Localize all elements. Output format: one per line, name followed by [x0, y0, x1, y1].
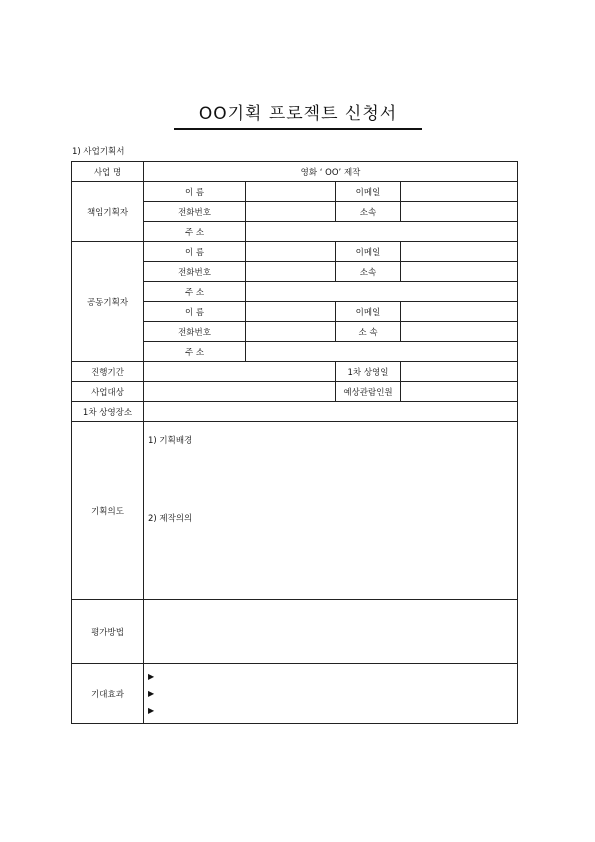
evaluation-label: 평가방법 — [72, 600, 144, 664]
target-field[interactable] — [144, 382, 336, 402]
intent-label: 기획의도 — [72, 422, 144, 600]
affiliation-field[interactable] — [401, 322, 518, 342]
address-field[interactable] — [246, 342, 518, 362]
section-heading: 1) 사업기획서 — [72, 147, 125, 157]
address-label: 주 소 — [144, 342, 246, 362]
phone-field[interactable] — [246, 262, 336, 282]
address-label: 주 소 — [144, 282, 246, 302]
name-label: 이 름 — [144, 302, 246, 322]
affiliation-label: 소속 — [336, 262, 401, 282]
email-field[interactable] — [401, 242, 518, 262]
first-screening-field[interactable] — [401, 362, 518, 382]
affiliation-field[interactable] — [401, 262, 518, 282]
phone-field[interactable] — [246, 202, 336, 222]
application-form — [71, 161, 518, 724]
name-field[interactable] — [246, 302, 336, 322]
target-label: 사업대상 — [72, 382, 144, 402]
affiliation-field[interactable] — [401, 202, 518, 222]
intent-field[interactable] — [144, 422, 518, 600]
effects-field[interactable] — [144, 664, 518, 724]
period-label: 진행기간 — [72, 362, 144, 382]
bullet-icon: ▶ — [148, 706, 155, 715]
effects-label: 기대효과 — [72, 664, 144, 724]
joint-planner-label: 공동기획자 — [72, 242, 144, 362]
intent-item-background: 1) 기획배경 — [148, 436, 193, 446]
first-venue-label: 1차 상영장소 — [72, 402, 144, 422]
name-field[interactable] — [246, 242, 336, 262]
document-title: OO기획 프로젝트 신청서 — [174, 100, 422, 130]
address-field[interactable] — [246, 222, 518, 242]
first-screening-label: 1차 상영일 — [336, 362, 401, 382]
address-label: 주 소 — [144, 222, 246, 242]
bullet-icon: ▶ — [148, 672, 155, 681]
intent-item-significance: 2) 제작의의 — [148, 514, 193, 524]
bullet-icon: ▶ — [148, 689, 155, 698]
evaluation-field[interactable] — [144, 600, 518, 664]
name-field[interactable] — [246, 182, 336, 202]
phone-label: 전화번호 — [144, 202, 246, 222]
first-venue-field[interactable] — [144, 402, 518, 422]
phone-label: 전화번호 — [144, 322, 246, 342]
expected-audience-field[interactable] — [401, 382, 518, 402]
phone-label: 전화번호 — [144, 262, 246, 282]
email-label: 이메일 — [336, 302, 401, 322]
responsible-planner-label: 책임기획자 — [72, 182, 144, 242]
affiliation-label: 소 속 — [336, 322, 401, 342]
email-label: 이메일 — [336, 242, 401, 262]
business-name-value[interactable]: 영화 ‘ OO’ 제작 — [144, 162, 518, 182]
period-field[interactable] — [144, 362, 336, 382]
address-field[interactable] — [246, 282, 518, 302]
business-name-label: 사업 명 — [72, 162, 144, 182]
email-field[interactable] — [401, 182, 518, 202]
email-label: 이메일 — [336, 182, 401, 202]
affiliation-label: 소속 — [336, 202, 401, 222]
phone-field[interactable] — [246, 322, 336, 342]
email-field[interactable] — [401, 302, 518, 322]
name-label: 이 름 — [144, 242, 246, 262]
expected-audience-label: 예상관람인원 — [336, 382, 401, 402]
name-label: 이 름 — [144, 182, 246, 202]
